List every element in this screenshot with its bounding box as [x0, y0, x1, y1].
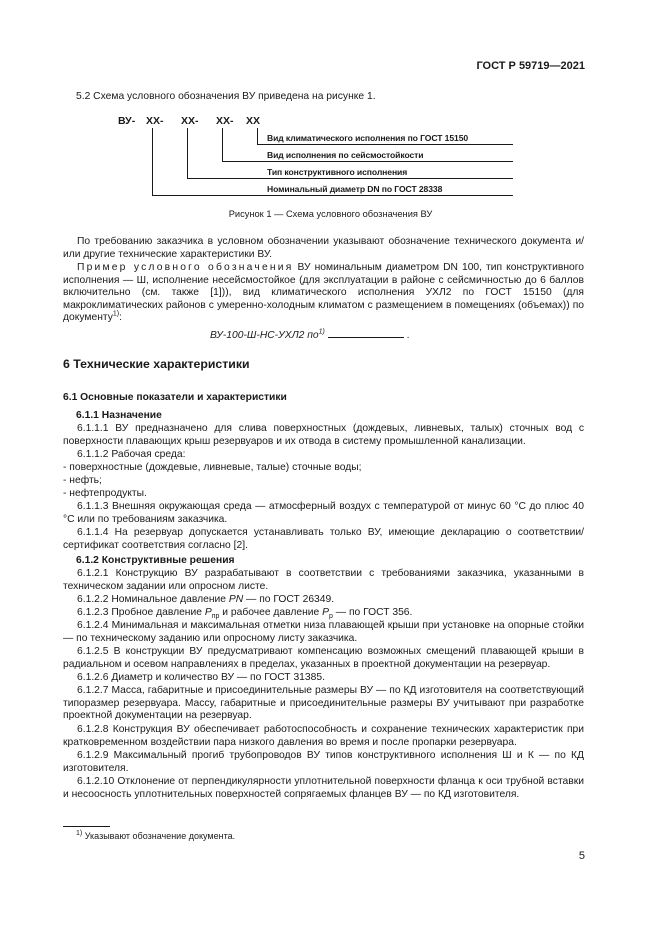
- section-6-1-title: 6.1 Основные показатели и характеристики: [63, 392, 287, 403]
- connector-line: [222, 128, 223, 161]
- bullet-item: - нефтепродукты.: [63, 488, 147, 499]
- test-pressure-symbol: P: [204, 607, 212, 618]
- para-text: 6.1.2.3 Пробное давление: [77, 607, 205, 618]
- para-6-1-2-5: 6.1.2.5 В конструкции ВУ предусматривают компенсацию возможных смещений плавающей крыши в радиальном и осевом направлениях в пределах, указанных в проектной документации на резервуар.: [63, 646, 584, 670]
- para-6-1-2-7: 6.1.2.7 Масса, габаритные и присоединительные размеры ВУ — по КД изготовителя на соответствующий типоразмер резервуара. Массу, габаритные и присоединительные размеры ВУ учитывают при разработке проектной документации на резервуар.: [63, 685, 584, 722]
- para-6-1-1-2: 6.1.1.2 Рабочая среда:: [77, 449, 186, 460]
- para-6-1-2-10: 6.1.2.10 Отклонение от перпендикулярности уплотнительной поверхности фланца к оси трубной вставки и несоосность уплотнительных поверхностей сопрягаемых фланцев ВУ — по КД изготовителя.: [63, 776, 584, 800]
- label-seismic: Вид исполнения по сейсмостойкости: [267, 150, 424, 160]
- designation-footnote-ref: 1): [318, 328, 325, 336]
- figure-caption: Рисунок 1 — Схема условного обозначения ВУ: [228, 209, 433, 219]
- footnote-text: Указывают обозначение документа.: [82, 831, 236, 841]
- scheme-code-seismic: XX-: [216, 115, 234, 127]
- subscript: пр: [211, 613, 220, 621]
- para-6-1-2-2: [63, 594, 584, 607]
- para-text: и рабочее давление: [219, 607, 323, 618]
- label-climate: Вид климатического исполнения по ГОСТ 15150: [267, 133, 469, 143]
- section-6-1-2-title: 6.1.2 Конструктивные решения: [76, 555, 235, 566]
- intro-paragraph: По требованию заказчика в условном обозначении указывают обозначение технического документа и/или другие технические характеристики ВУ.: [63, 236, 584, 260]
- nominal-pressure-symbol: PN: [228, 594, 244, 605]
- para-6-1-1-4: 6.1.1.4 На резервуар допускается устанавливать только ВУ, имеющие декларацию о соответствии/сертификат соответствия согласно [2].: [63, 527, 584, 551]
- example-label: Пример условного обозначения: [77, 262, 294, 273]
- bullet-item: - поверхностные (дождевые, ливневые, талые) сточные воды;: [63, 462, 362, 473]
- label-dn: Номинальный диаметр DN по ГОСТ 28338: [267, 184, 443, 194]
- section-6-1-1-title: 6.1.1 Назначение: [76, 410, 162, 421]
- document-header: ГОСТ Р 59719—2021: [476, 60, 585, 72]
- scheme-code-type: XX-: [181, 115, 199, 127]
- designation-code: ВУ-100-Ш-НС-УХЛ2 по: [210, 330, 319, 341]
- para-6-1-2-3: [63, 607, 584, 620]
- designation-end: .: [406, 330, 410, 341]
- connector-line: [187, 128, 188, 178]
- example-text: ВУ номинальным диаметром DN 100, тип конструктивного исполнения — Ш, исполнение несейсмостойкое (для эксплуатации в районе с сейсмичностью до 6 баллов включительно (см. также [1])), вид климатического исполнения УХЛ2 по ГОСТ 15150 (для макроклиматических районов с умеренно-холодным климатом с размещением в помещениях (объемах)) по документу: [63, 262, 584, 324]
- section-5-2-text: 5.2 Схема условного обозначения ВУ приведена на рисунке 1.: [76, 91, 376, 102]
- para-text: — по ГОСТ 26349.: [243, 594, 335, 605]
- scheme-code-climate: XX: [246, 115, 261, 127]
- section-6-title: 6 Технические характеристики: [63, 357, 250, 371]
- label-type: Тип конструктивного исполнения: [267, 167, 408, 177]
- blank-line: [328, 328, 404, 338]
- page-number: 5: [578, 850, 585, 862]
- footnote: [76, 830, 235, 843]
- connector-line: [257, 128, 258, 144]
- para-6-1-1-3: 6.1.1.3 Внешняя окружающая среда — атмосферный воздух с температурой от минус 60 °С до плюс 40 °С или по требованиям заказчика.: [63, 501, 584, 525]
- working-pressure-symbol: P: [322, 607, 330, 618]
- para-text: 6.1.2.2 Номинальное давление: [77, 594, 229, 605]
- para-6-1-2-4: 6.1.2.4 Минимальная и максимальная отметки низа плавающей крыши при установке на опорные стойки — по техническому заданию или опросному листу заказчика.: [63, 620, 584, 644]
- example-paragraph: [63, 262, 584, 325]
- scheme-prefix: ВУ-: [118, 115, 136, 127]
- footnote-mark: 1): [76, 830, 83, 837]
- para-text: — по ГОСТ 356.: [332, 607, 413, 618]
- connector-line: [152, 128, 153, 195]
- para-6-1-2-8: 6.1.2.8 Конструкция ВУ обеспечивает работоспособность и сохранение технических характеристик при кратковременном воздействии пара низкого давления во время и после пропарки резервуара.: [63, 724, 584, 748]
- bullet-item: - нефть;: [63, 475, 102, 486]
- footnote-ref: 1): [112, 310, 120, 318]
- footnote-separator: [63, 826, 110, 827]
- scheme-code-dn: XX-: [146, 115, 164, 127]
- designation-scheme: [0, 0, 661, 210]
- para-6-1-2-6: 6.1.2.6 Диаметр и количество ВУ — по ГОСТ 31385.: [77, 672, 325, 683]
- example-text-end: :: [119, 312, 122, 324]
- para-6-1-1-1: 6.1.1.1 ВУ предназначено для слива поверхностных (дождевых, ливневых, талых) сточных вод с поверхности плавающих крыш резервуаров и их отвода в систему промышленной канализации.: [63, 423, 584, 447]
- designation-example: [210, 328, 409, 343]
- para-6-1-2-1: 6.1.2.1 Конструкцию ВУ разрабатывают в соответствии с требованиями заказчика, указанными в техническом задании или опросном листе.: [63, 568, 584, 592]
- subscript: р: [329, 613, 333, 621]
- para-6-1-2-9: 6.1.2.9 Максимальный прогиб трубопроводов ВУ типов конструктивного исполнения Ш и К — по КД изготовителя.: [63, 750, 584, 774]
